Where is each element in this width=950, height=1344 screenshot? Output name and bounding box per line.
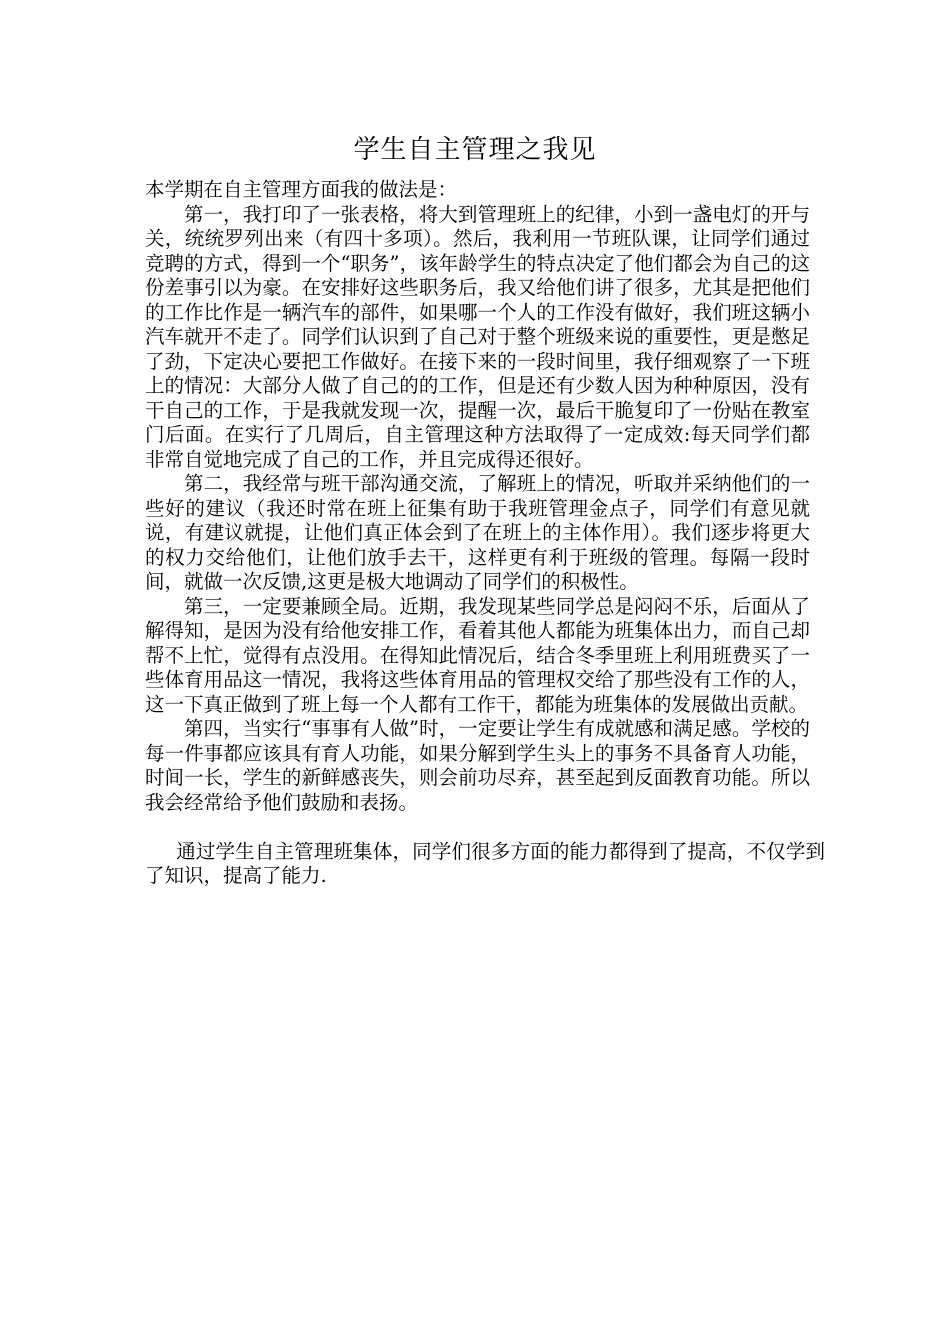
paragraph-fourth: 第四，当实行“事事有人做”时，一定要让学生有成就感和满足感。学校的每一件事都应该具有育人功能，如果分解到学生头上的事务不具备育人功能，时间一长，学生的新鲜感丧失，则会前功尽弃，甚至起到反面教育功能。所以我会经常给予他们鼓励和表扬。 bbox=[145, 717, 810, 814]
document-title: 学生自主管理之我见 bbox=[353, 135, 597, 165]
document-body bbox=[145, 178, 825, 889]
paragraph-second: 第二，我经常与班干部沟通交流，了解班上的情况，听取并采纳他们的一些好的建议（我还时常在班上征集有助于我班管理金点子，同学们有意见就说，有建议就提，让他们真正体会到了在班上的主体作用）。我们逐步将更大的权力交给他们，让他们放手去干，这样更有利于班级的管理。每隔一段时间，就做一次反馈,这更是极大地调动了同学们的积极性。 bbox=[145, 472, 810, 593]
closing-paragraph: 通过学生自主管理班集体，同学们很多方面的能力都得到了提高，不仅学到了知识，提高了能力. bbox=[145, 839, 825, 887]
intro-paragraph: 本学期在自主管理方面我的做法是： bbox=[145, 178, 458, 201]
paragraph-first: 第一，我打印了一张表格，将大到管理班上的纪律，小到一盏电灯的开与关，统统罗列出来（有四十多项）。然后，我利用一节班队课，让同学们通过竞聘的方式，得到一个“职务”，该年龄学生的特点决定了他们都会为自己的这份差事引以为豪。在安排好这些职务后，我又给他们讲了很多，尤其是把他们的工作比作是一辆汽车的部件，如果哪一个人的工作没有做好，我们班这辆小汽车就开不走了。同学们认识到了自己对于整个班级来说的重要性，更是憋足了劲，下定决心要把工作做好。在接下来的一段时间里，我仔细观察了一下班上的情况：大部分人做了自己的的工作，但是还有少数人因为种种原因，没有干自己的工作，于是我就发现一次，提醒一次，最后干脆复印了一份贴在教室门后面。在实行了几周后，自主管理这种方法取得了一定成效:每天同学们都非常自觉地完成了自己的工作，并且完成得还很好。 bbox=[145, 202, 810, 471]
paragraph-third: 第三，一定要兼顾全局。近期，我发现某些同学总是闷闷不乐，后面从了解得知，是因为没有给他安排工作，看着其他人都能为班集体出力，而自己却帮不上忙，觉得有点没用。在得知此情况后，结合冬季里班上利用班费买了一些体育用品这一情况，我将这些体育用品的管理权交给了那些没有工作的人，这一下真正做到了班上每一个人都有工作干，都能为班集体的发展做出贡献。 bbox=[145, 594, 810, 716]
